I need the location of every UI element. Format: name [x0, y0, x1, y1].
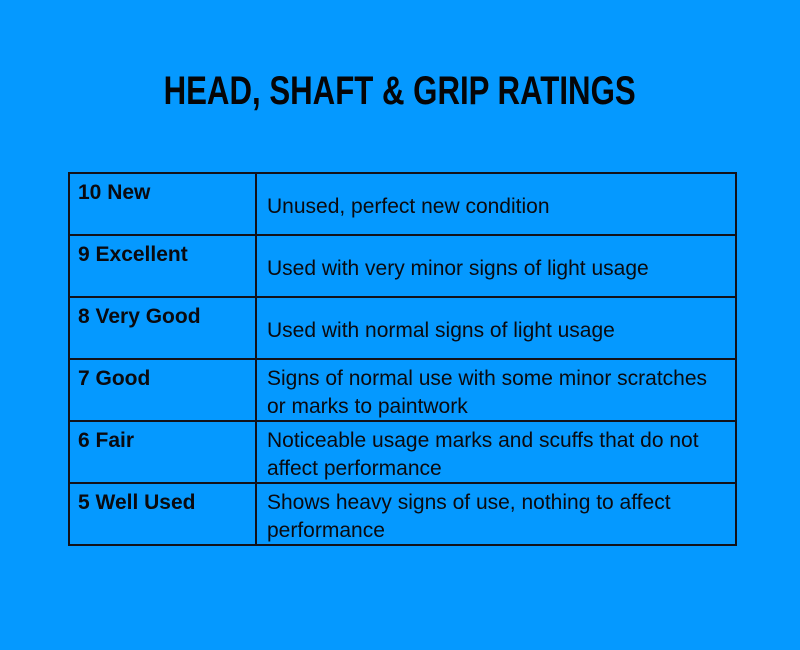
rating-cell: 10 New — [70, 174, 257, 234]
rating-cell: 6 Fair — [70, 422, 257, 482]
description-text: Used with normal signs of light usage — [267, 319, 615, 342]
description-text: Noticeable usage marks and scuffs that do not affect performance — [267, 429, 699, 480]
page-title: HEAD, SHAFT & GRIP RATINGS — [163, 69, 637, 113]
description-cell — [257, 422, 735, 482]
table-row — [70, 236, 735, 298]
description-cell — [257, 360, 735, 420]
description-text: Signs of normal use with some minor scratches or marks to paintwork — [267, 367, 708, 418]
rating-cell: 5 Well Used — [70, 484, 257, 544]
rating-cell: 9 Excellent — [70, 236, 257, 296]
description-cell — [257, 484, 735, 544]
description-cell — [257, 174, 735, 234]
rating-cell: 7 Good — [70, 360, 257, 420]
rating-cell: 8 Very Good — [70, 298, 257, 358]
table-row — [70, 484, 735, 546]
description-text: Unused, perfect new condition — [267, 195, 550, 218]
description-text: Used with very minor signs of light usage — [267, 257, 649, 280]
description-cell — [257, 298, 735, 358]
ratings-table — [68, 172, 737, 546]
description-cell — [257, 236, 735, 296]
description-text: Shows heavy signs of use, nothing to affect performance — [267, 491, 671, 542]
table-row — [70, 360, 735, 422]
page-title-wrap — [0, 70, 800, 112]
table-row — [70, 298, 735, 360]
table-row — [70, 422, 735, 484]
table-row — [70, 174, 735, 236]
